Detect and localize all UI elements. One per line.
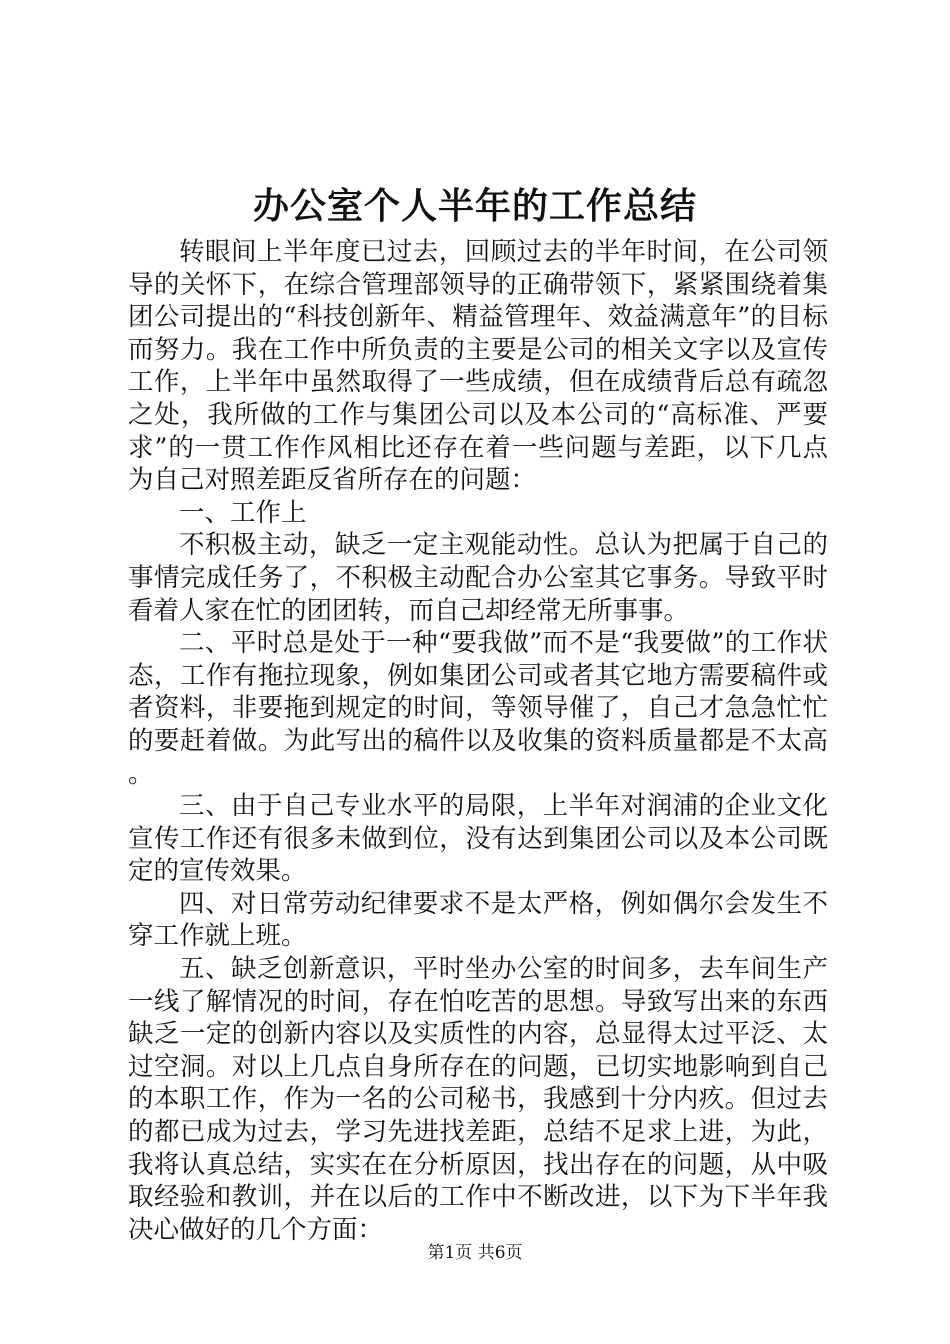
paragraph-4: 四、对日常劳动纪律要求不是太严格，例如偶尔会发生不穿工作就上班。 [128,888,828,952]
paragraph-5: 五、缺乏创新意识，平时坐办公室的时间多，去车间生产一线了解情况的时间，存在怕吃苦的思想。导致写出来的东西缺乏一定的创新内容以及实质性的内容，总显得太过平泛、太过空洞。对以上几点自身所存在的问题，已切实地影响到自己的本职工作，作为一名的公司秘书，我感到十分内疚。但过去的都已成为过去，学习先进找差距，总结不足求上进，为此，我将认真总结，实实在在分析原因，找出存在的问题，从中吸取经验和教训，并在以后的工作中不断改进，以下为下半年我决心做好的几个方面： [128,954,828,1245]
paragraph-3: 三、由于自己专业水平的局限，上半年对润浦的企业文化宣传工作还有很多未做到位，没有达到集团公司以及本公司既定的宣传效果。 [128,791,828,887]
document-body [128,236,828,1246]
paragraph-intro: 转眼间上半年度已过去，回顾过去的半年时间，在公司领导的关怀下，在综合管理部领导的正确带领下，紧紧围绕着集团公司提出的“科技创新年、精益管理年、效益满意年”的目标而努力。我在工作中所负责的主要是公司的相关文字以及宣传工作，上半年中虽然取得了一些成绩，但在成绩背后总有疏忽之处，我所做的工作与集团公司以及本公司的“高标准、严要求”的一贯工作作风相比还存在着一些问题与差距，以下几点为自己对照差距反省所存在的问题： [128,237,828,496]
document-title: 办公室个人半年的工作总结 [252,185,697,227]
paragraph-heading-1: 一、工作上 [179,497,307,528]
paragraph-1: 不积极主动，缺乏一定主观能动性。总认为把属于自己的事情完成任务了，不积极主动配合办公室其它事务。导致平时看着人家在忙的团团转，而自己却经常无所事事。 [128,530,828,626]
paragraph-2: 二、平时总是处于一种“要我做”而不是“我要做”的工作状态，工作有拖拉现象，例如集团公司或者其它地方需要稿件或者资料，非要拖到规定的时间，等领导催了，自己才急急忙忙的要赶着做。为此写出的稿件以及收集的资料质量都是不太高。 [128,628,828,789]
page-footer: 第1页 共6页 [427,1243,523,1263]
